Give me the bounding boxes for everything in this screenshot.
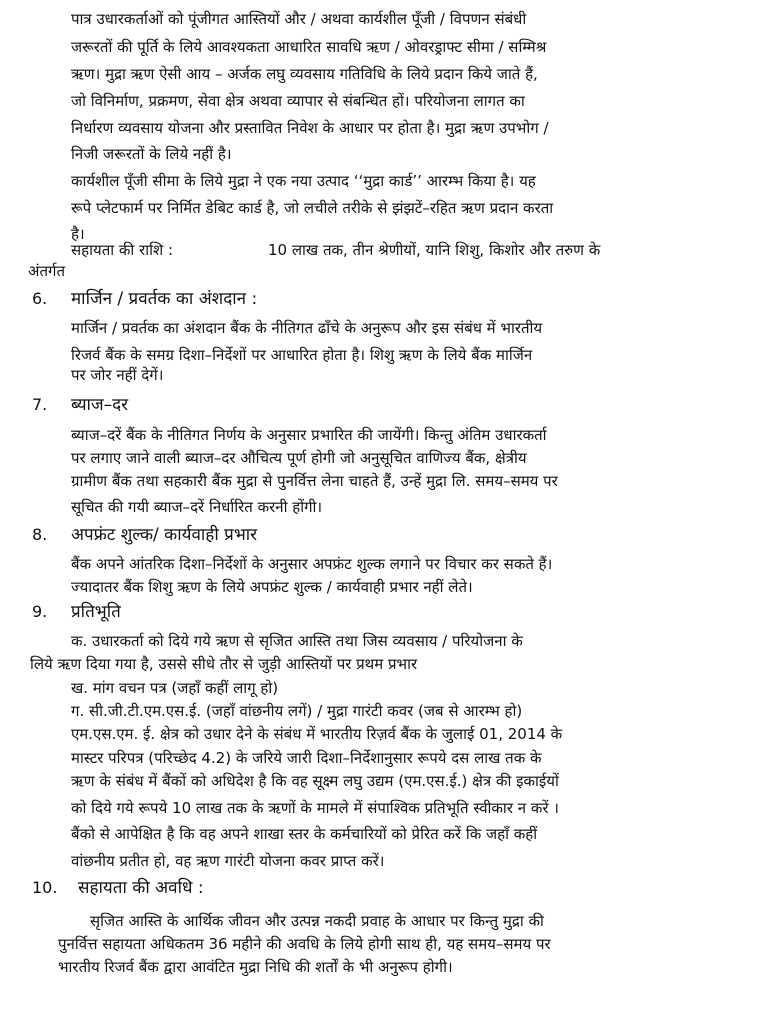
- body-text-line: पुनर्वित्त सहायता अधिकतम 36 महीने की अवधि के लिये होगी साथ ही, यह समय–समय पर: [58, 935, 551, 953]
- body-text-line: वांछनीय प्रतीत हो, वह ऋण गारंटी योजना कवर प्राप्त करें।: [71, 852, 385, 870]
- body-text-line: ऋण के संबंध में बैंकों को अधिदेश है कि वह सूक्ष्म लघु उद्यम (एम.एस.ई.) क्षेत्र की इकाईयों: [71, 772, 559, 790]
- body-text-line: निर्धारण व्यवसाय योजना और प्रस्तावित निवेश के आधार पर होता है। मुद्रा ऋण उपभोग /: [71, 119, 549, 137]
- section-heading: सहायता की अवधि :: [78, 878, 204, 898]
- section-heading: अपफ्रंट शुल्क/ कार्यवाही प्रभार: [71, 525, 258, 545]
- body-text-line: निजी जरूरतों के लिये नहीं है।: [71, 145, 232, 163]
- body-text-line: लिये ऋण दिया गया है, उससे सीधे तौर से जुड़ी आस्तियों पर प्रथम प्रभार: [30, 655, 418, 673]
- body-text-line: है।: [71, 225, 85, 243]
- section-heading: ब्याज–दर: [71, 395, 129, 415]
- body-text-line: एम.एस.एम. ई. क्षेत्र को उधार देने के संबंध में भारतीय रिज़र्व बैंक के जुलाई 01, 2014 के: [71, 725, 563, 743]
- body-text-line: पर जोर नहीं देगें।: [71, 366, 164, 384]
- body-text-line: मास्टर परिपत्र (परिच्छेद 4.2) के जरिये जारी दिशा–निर्देशानुसार रूपये दस लाख तक के: [71, 749, 542, 767]
- body-text-line: क. उधारकर्ता को दिये गये ऋण से सृजित आस्ति तथा जिस व्यवसाय / परियोजना के: [71, 632, 523, 650]
- section-number: 10.: [32, 878, 58, 897]
- body-text-line: ग्रामीण बैंक तथा सहकारी बैंक मुद्रा से पुनर्वित्त लेना चाहते हैं, उन्हें मुद्रा लि. समय–समय पर: [71, 472, 558, 490]
- assistance-amount-continuation: अंतर्गत: [28, 262, 66, 280]
- section-number: 8.: [32, 525, 48, 544]
- section-number: 9.: [32, 602, 48, 621]
- body-text-line: बैंको से आपेक्षित है कि वह अपने शाखा स्तर के कर्मचारियों को प्रेरित करें कि जहाँ कहीं: [71, 825, 538, 843]
- body-text-line: को दिये गये रूपये 10 लाख तक के ऋणों के मामले में संपाश्विक प्रतिभूति स्वीकार न करें ।: [71, 799, 559, 817]
- body-text-line: मार्जिन / प्रवर्तक का अंशदान बैंक के नीतिगत ढाँचे के अनुरूप और इस संबंध में भारतीय: [71, 319, 543, 337]
- body-text-line: जरूरतों की पूर्ति के लिये आवश्यकता आधारित सावधि ऋण / ओवरड्राफ्ट सीमा / सम्मिश्र: [71, 38, 547, 56]
- body-text-line: सूचित की गयी ब्याज–दरें निर्धारित करनी होंगी।: [71, 498, 323, 516]
- body-text-line: सृजित आस्ति के आर्थिक जीवन और उत्पन्न नकदी प्रवाह के आधार पर किन्तु मुद्रा की: [90, 912, 544, 930]
- assistance-amount-label: सहायता की राशि :: [71, 241, 173, 259]
- body-text-line: रूपे प्लेटफार्म पर निर्मित डेबिट कार्ड है, जो लचीले तरीके से झंझटें–रहित ऋण प्रदान करता: [71, 199, 554, 217]
- assistance-amount-value: 10 लाख तक, तीन श्रेणीयों, यानि शिशु, किशोर और तरुण के: [268, 241, 601, 259]
- section-number: 6.: [32, 289, 48, 308]
- body-text-line: भारतीय रिजर्व बैंक द्वारा आवंटित मुद्रा निधि की शर्तों के भी अनुरूप होगी।: [58, 958, 453, 976]
- body-text-line: पात्र उधारकर्ताओं को पूंजीगत आस्तियों और / अथवा कार्यशील पूँजी / विपणन संबंधी: [71, 10, 527, 28]
- body-text-line: ख. मांग वचन पत्र (जहाँ कहीं लागू हो): [71, 679, 279, 697]
- body-text-line: ग. सी.जी.टी.एम.एस.ई. (जहाँ वांछनीय लगें) / मुद्रा गारंटी कवर (जब से आरम्भ हो): [71, 702, 523, 720]
- section-number: 7.: [32, 395, 48, 414]
- body-text-line: कार्यशील पूँजी सीमा के लिये मुद्रा ने एक नया उत्पाद ‘‘मुद्रा कार्ड’’ आरम्भ किया है। यह: [71, 172, 536, 190]
- section-heading: प्रतिभूति: [71, 602, 121, 622]
- body-text-line: ज्यादातर बैंक शिशु ऋण के लिये अपफ्रंट शुल्क / कार्यवाही प्रभार नहीं लेते।: [71, 578, 473, 596]
- body-text-line: जो विनिर्माण, प्रक्रमण, सेवा क्षेत्र अथवा व्यापार से संबन्धित हों। परियोजना लागत का: [71, 92, 525, 110]
- body-text-line: ब्याज–दरें बैंक के नीतिगत निर्णय के अनुसार प्रभारित की जायेंगी। किन्तु अंतिम उधारकर्ता: [71, 426, 547, 444]
- body-text-line: ऋण। मुद्रा ऋण ऐसी आय – अर्जक लघु व्यवसाय गतिविधि के लिये प्रदान किये जाते हैं,: [71, 65, 538, 83]
- section-heading: मार्जिन / प्रवर्तक का अंशदान :: [71, 289, 258, 309]
- body-text-line: बैंक अपने आंतरिक दिशा–निर्देशों के अनुसार अपफ्रंट शुल्क लगाने पर विचार कर सकते हैं।: [71, 555, 553, 573]
- body-text-line: रिजर्व बैंक के समग्र दिशा–निर्देशों पर आधारित होता है। शिशु ऋण के लिये बैंक मार्जिन: [71, 346, 533, 364]
- body-text-line: पर लगाए जाने वाली ब्याज–दर औचित्य पूर्ण होगी जो अनुसूचित वाणिज्य बैंक, क्षेत्रीय: [71, 449, 527, 467]
